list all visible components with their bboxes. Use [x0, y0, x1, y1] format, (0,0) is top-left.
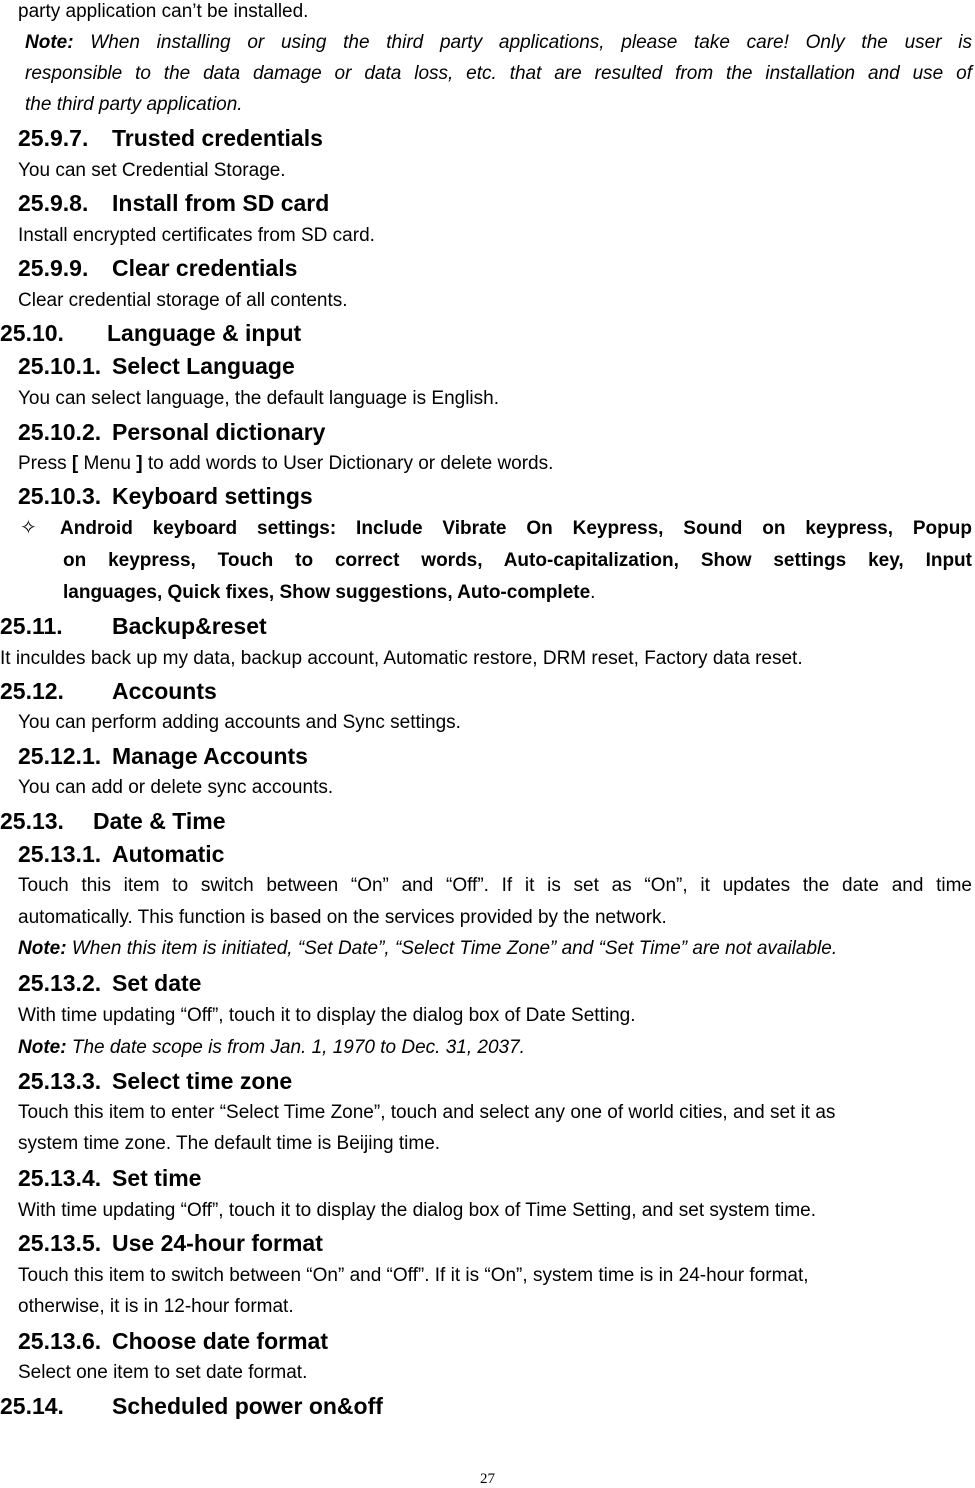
- note-label: Note:: [18, 1037, 67, 1058]
- section-number: 25.11.: [0, 613, 63, 639]
- subsection-title: Personal dictionary: [112, 419, 326, 445]
- note-text: The date scope is from Jan. 1, 1970 to Dec. 31, 2037.: [66, 1037, 525, 1058]
- menu-key-text: Menu: [78, 453, 137, 474]
- subsection-title: Choose date format: [112, 1328, 328, 1354]
- subsection-title: Set date: [112, 970, 202, 996]
- subsection-title: Clear credentials: [112, 255, 298, 281]
- subsection-title: Trusted credentials: [112, 125, 323, 151]
- subsection-heading: [18, 254, 297, 282]
- paragraph: With time updating “Off”, touch it to display the dialog box of Time Setting, and set system time.: [18, 1200, 817, 1221]
- section-heading: [0, 807, 226, 835]
- subsection-number: 25.13.1.: [18, 841, 102, 867]
- section-title: Scheduled power on&off: [112, 1393, 383, 1419]
- paragraph: Install encrypted certificates from SD card.: [18, 225, 375, 246]
- note-line: [18, 937, 837, 961]
- subsection-heading: [18, 1067, 292, 1095]
- subsection-heading: [18, 1229, 323, 1257]
- subsection-number: 25.9.7.: [18, 125, 89, 151]
- section-number: 25.13.: [0, 808, 64, 834]
- paragraph: system time zone. The default time is Beijing time.: [18, 1133, 441, 1154]
- note-line: [25, 31, 972, 55]
- paragraph: Touch this item to enter “Select Time Zone”, touch and select any one of world cities, and set it as: [18, 1102, 836, 1123]
- note-line: responsible to the data damage or data loss, etc. that are resulted from the installation and use of: [25, 63, 972, 84]
- note-label: Note:: [25, 32, 74, 53]
- bullet-icon: ✧: [20, 517, 37, 539]
- subsection-heading: [18, 352, 295, 380]
- subsection-number: 25.13.4.: [18, 1165, 102, 1191]
- subsection-title: Keyboard settings: [112, 483, 313, 509]
- page-number: 27: [480, 1471, 495, 1487]
- subsection-title: Install from SD card: [112, 190, 330, 216]
- subsection-number: 25.13.3.: [18, 1068, 102, 1094]
- subsection-number: 25.10.2.: [18, 419, 102, 445]
- section-title: Backup&reset: [112, 613, 267, 639]
- subsection-title: Use 24-hour format: [112, 1230, 323, 1256]
- intro-text: party application can’t be installed.: [18, 1, 309, 22]
- section-heading: [0, 677, 217, 705]
- subsection-heading: [18, 124, 323, 152]
- section-number: 25.14.: [0, 1393, 64, 1419]
- note-line: [18, 1036, 525, 1060]
- note-label: Note:: [18, 938, 67, 959]
- subsection-title: Set time: [112, 1165, 202, 1191]
- subsection-heading: [18, 1164, 201, 1192]
- bullet-text: languages, Quick fixes, Show suggestions, Auto-complete: [63, 582, 591, 603]
- section-number: 25.12.: [0, 678, 64, 704]
- note-line: the third party application.: [25, 94, 243, 115]
- subsection-heading: [18, 189, 329, 217]
- paragraph: Select one item to set date format.: [18, 1362, 308, 1383]
- subsection-heading: [18, 482, 313, 510]
- section-title: Date & Time: [93, 808, 226, 834]
- bullet-line: Android keyboard settings: Include Vibrate On Keypress, Sound on keypress, Popup: [60, 518, 972, 539]
- bullet-line: on keypress, Touch to correct words, Auto-capitalization, Show settings key, Input: [63, 550, 972, 571]
- paragraph: automatically. This function is based on the services provided by the network.: [18, 907, 667, 928]
- section-title: Accounts: [112, 678, 217, 704]
- section-heading: [0, 612, 267, 640]
- subsection-title: Automatic: [112, 841, 225, 867]
- subsection-number: 25.13.5.: [18, 1230, 102, 1256]
- paragraph: otherwise, it is in 12-hour format.: [18, 1296, 294, 1317]
- subsection-number: 25.10.3.: [18, 483, 102, 509]
- paragraph-text: Press: [18, 453, 72, 474]
- subsection-title: Select Language: [112, 353, 295, 379]
- subsection-heading: [18, 418, 325, 446]
- paragraph: Clear credential storage of all contents.: [18, 290, 348, 311]
- subsection-number: 25.9.8.: [18, 190, 89, 216]
- subsection-heading: [18, 1327, 328, 1355]
- subsection-number: 25.12.1.: [18, 743, 102, 769]
- paragraph: With time updating “Off”, touch it to display the dialog box of Date Setting.: [18, 1005, 636, 1026]
- paragraph: It inculdes back up my data, backup account, Automatic restore, DRM reset, Factory data reset.: [0, 648, 803, 669]
- subsection-heading: [18, 969, 201, 997]
- paragraph: You can add or delete sync accounts.: [18, 777, 334, 798]
- section-title: Language & input: [107, 320, 302, 346]
- paragraph: [18, 452, 553, 476]
- subsection-heading: [18, 742, 308, 770]
- section-heading: [0, 319, 301, 347]
- note-text: When this item is initiated, “Set Date”, “Select Time Zone” and “Set Time” are not available.: [66, 938, 838, 959]
- subsection-number: 25.9.9.: [18, 255, 89, 281]
- note-text: When installing or using the third party applications, please take care! Only the user is: [90, 32, 972, 53]
- subsection-heading: [18, 840, 224, 868]
- paragraph: You can select language, the default language is English.: [18, 388, 499, 409]
- paragraph: You can perform adding accounts and Sync settings.: [18, 712, 461, 733]
- section-number: 25.10.: [0, 320, 64, 346]
- section-heading: [0, 1392, 383, 1420]
- paragraph: Touch this item to switch between “On” and “Off”. If it is “On”, system time is in 24-hour format,: [18, 1265, 809, 1286]
- bullet-period: .: [590, 582, 596, 603]
- bracket-right: ]: [136, 453, 143, 474]
- subsection-number: 25.10.1.: [18, 353, 102, 379]
- subsection-number: 25.13.6.: [18, 1328, 102, 1354]
- paragraph-text: to add words to User Dictionary or delete words.: [142, 453, 554, 474]
- subsection-number: 25.13.2.: [18, 970, 102, 996]
- bullet-line: [63, 581, 595, 605]
- paragraph: Touch this item to switch between “On” and “Off”. If it is set as “On”, it updates the date and time: [18, 875, 972, 896]
- subsection-title: Select time zone: [112, 1068, 293, 1094]
- paragraph: You can set Credential Storage.: [18, 160, 286, 181]
- bracket-left: [: [71, 453, 79, 474]
- subsection-title: Manage Accounts: [112, 743, 308, 769]
